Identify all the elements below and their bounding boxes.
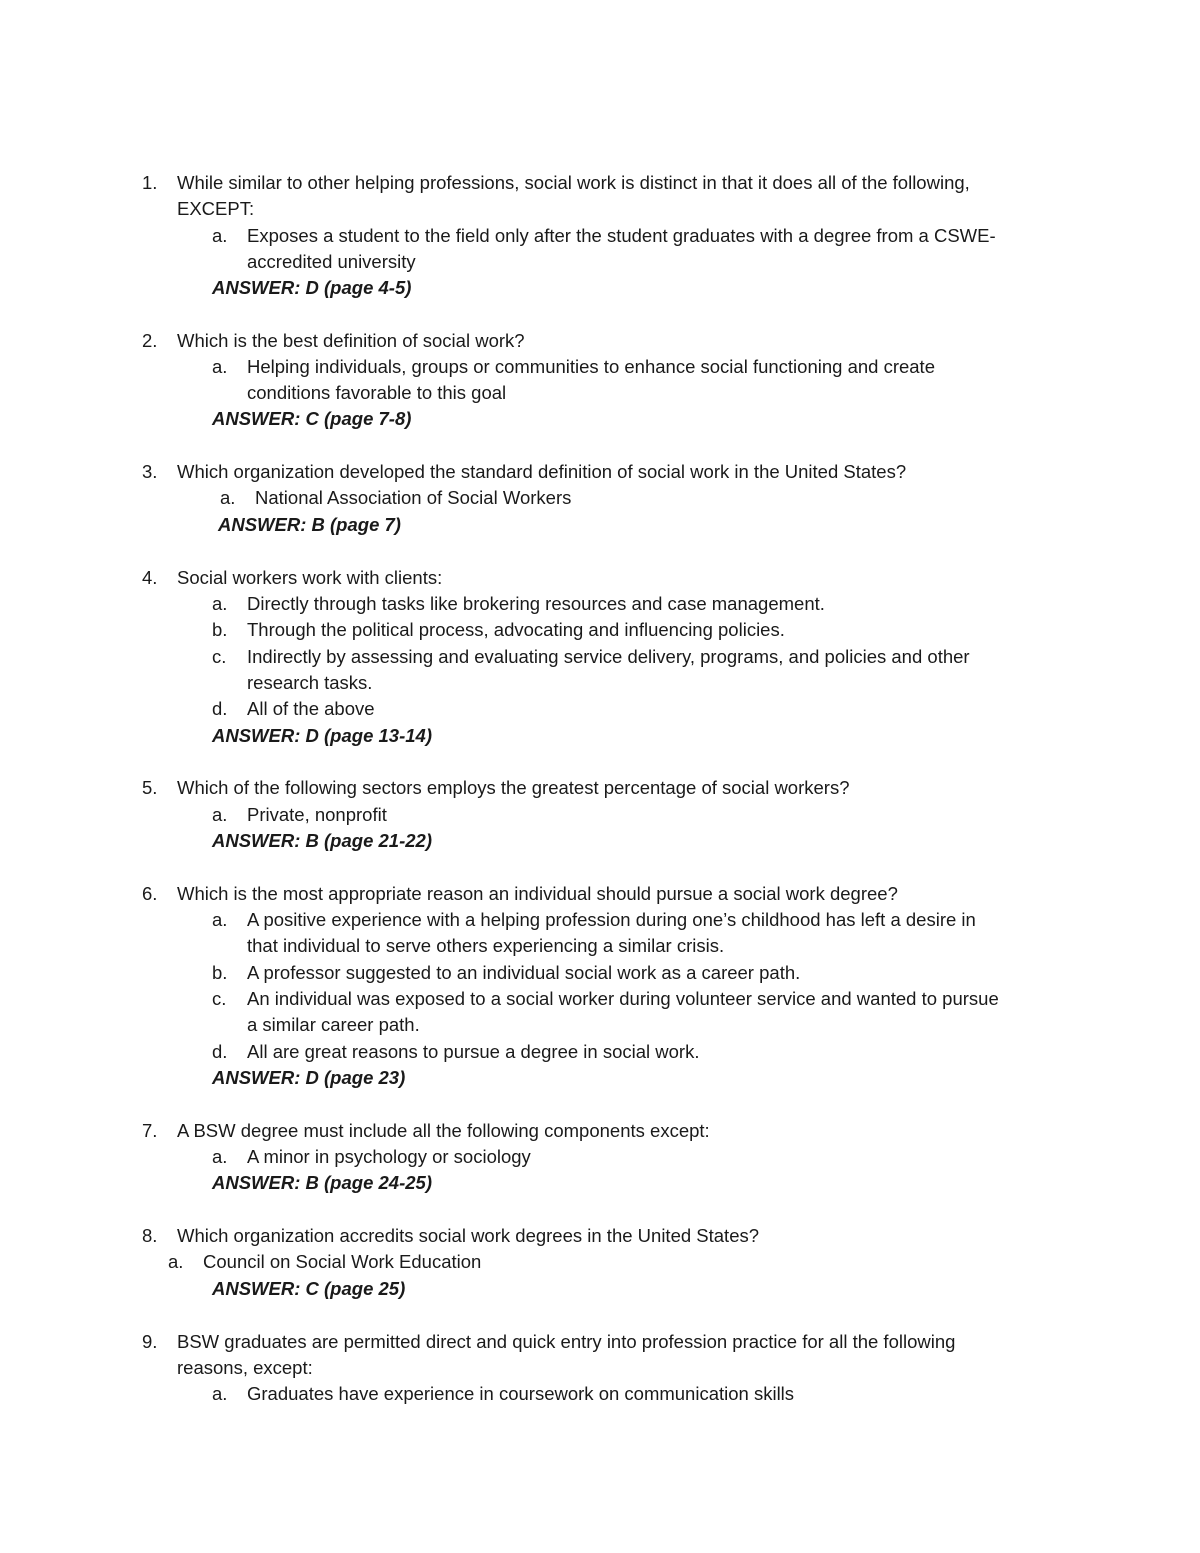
question-number: 6. bbox=[142, 883, 158, 904]
option-text: Exposes a student to the field only after the student graduates with a degree from a CSWE- bbox=[247, 225, 996, 246]
option-text: a similar career path. bbox=[247, 1014, 420, 1035]
option-letter: a. bbox=[212, 1146, 228, 1167]
option-letter: c. bbox=[212, 646, 227, 667]
answer-key: ANSWER: B (page 21-22) bbox=[212, 830, 432, 851]
option-letter: a. bbox=[212, 1383, 228, 1404]
option-text: Indirectly by assessing and evaluating service delivery, programs, and policies and other bbox=[247, 646, 970, 667]
question-stem-line: Which organization developed the standard definition of social work in the United States? bbox=[177, 461, 907, 482]
question-stem-line: While similar to other helping professions, social work is distinct in that it does all of the following, bbox=[177, 172, 970, 193]
answer-key: ANSWER: C (page 7-8) bbox=[212, 408, 412, 429]
option-text: All are great reasons to pursue a degree in social work. bbox=[247, 1041, 700, 1062]
answer-key: ANSWER: B (page 7) bbox=[218, 514, 401, 535]
question-stem-line: reasons, except: bbox=[177, 1357, 313, 1378]
question-stem-line: Which organization accredits social work degrees in the United States? bbox=[177, 1225, 760, 1246]
question-stem-line: EXCEPT: bbox=[177, 198, 255, 219]
option-letter: a. bbox=[212, 804, 228, 825]
question-number: 7. bbox=[142, 1120, 158, 1141]
question-stem-line: Which of the following sectors employs the greatest percentage of social workers? bbox=[177, 777, 850, 798]
option-text: Helping individuals, groups or communities to enhance social functioning and create bbox=[247, 356, 935, 377]
option-text: A positive experience with a helping profession during one’s childhood has left a desire in bbox=[247, 909, 976, 930]
question-number: 5. bbox=[142, 777, 158, 798]
option-letter: b. bbox=[212, 619, 228, 640]
answer-key: ANSWER: C (page 25) bbox=[212, 1278, 406, 1299]
question-stem-line: BSW graduates are permitted direct and quick entry into profession practice for all the following bbox=[177, 1331, 956, 1352]
option-text: A professor suggested to an individual social work as a career path. bbox=[247, 962, 801, 983]
question-number: 3. bbox=[142, 461, 158, 482]
option-text: Council on Social Work Education bbox=[203, 1251, 482, 1272]
option-letter: a. bbox=[168, 1251, 184, 1272]
question-stem-line: Which is the best definition of social work? bbox=[177, 330, 525, 351]
option-letter: a. bbox=[212, 593, 228, 614]
option-text: Through the political process, advocating and influencing policies. bbox=[247, 619, 785, 640]
option-letter: d. bbox=[212, 698, 228, 719]
option-text: Directly through tasks like brokering resources and case management. bbox=[247, 593, 825, 614]
option-letter: c. bbox=[212, 988, 227, 1009]
option-text: that individual to serve others experiencing a similar crisis. bbox=[247, 935, 725, 956]
option-letter: a. bbox=[220, 487, 236, 508]
option-text: All of the above bbox=[247, 698, 375, 719]
option-text: An individual was exposed to a social worker during volunteer service and wanted to pursue bbox=[247, 988, 999, 1009]
option-text: A minor in psychology or sociology bbox=[247, 1146, 531, 1167]
question-number: 9. bbox=[142, 1331, 158, 1352]
answer-key: ANSWER: D (page 13-14) bbox=[212, 725, 432, 746]
option-text: research tasks. bbox=[247, 672, 373, 693]
option-text: National Association of Social Workers bbox=[255, 487, 572, 508]
answer-key: ANSWER: D (page 23) bbox=[212, 1067, 406, 1088]
option-text: Graduates have experience in coursework on communication skills bbox=[247, 1383, 795, 1404]
option-text: conditions favorable to this goal bbox=[247, 382, 507, 403]
question-number: 4. bbox=[142, 567, 158, 588]
question-number: 8. bbox=[142, 1225, 158, 1246]
answer-key: ANSWER: B (page 24-25) bbox=[212, 1172, 432, 1193]
option-letter: a. bbox=[212, 356, 228, 377]
question-number: 2. bbox=[142, 330, 158, 351]
option-letter: a. bbox=[212, 225, 228, 246]
question-number: 1. bbox=[142, 172, 158, 193]
answer-key: ANSWER: D (page 4-5) bbox=[212, 277, 412, 298]
option-letter: b. bbox=[212, 962, 228, 983]
question-stem-line: A BSW degree must include all the following components except: bbox=[177, 1120, 710, 1141]
option-letter: a. bbox=[212, 909, 228, 930]
option-letter: d. bbox=[212, 1041, 228, 1062]
question-stem-line: Social workers work with clients: bbox=[177, 567, 443, 588]
option-text: accredited university bbox=[247, 251, 416, 272]
option-text: Private, nonprofit bbox=[247, 804, 387, 825]
question-stem-line: Which is the most appropriate reason an individual should pursue a social work degree? bbox=[177, 883, 898, 904]
